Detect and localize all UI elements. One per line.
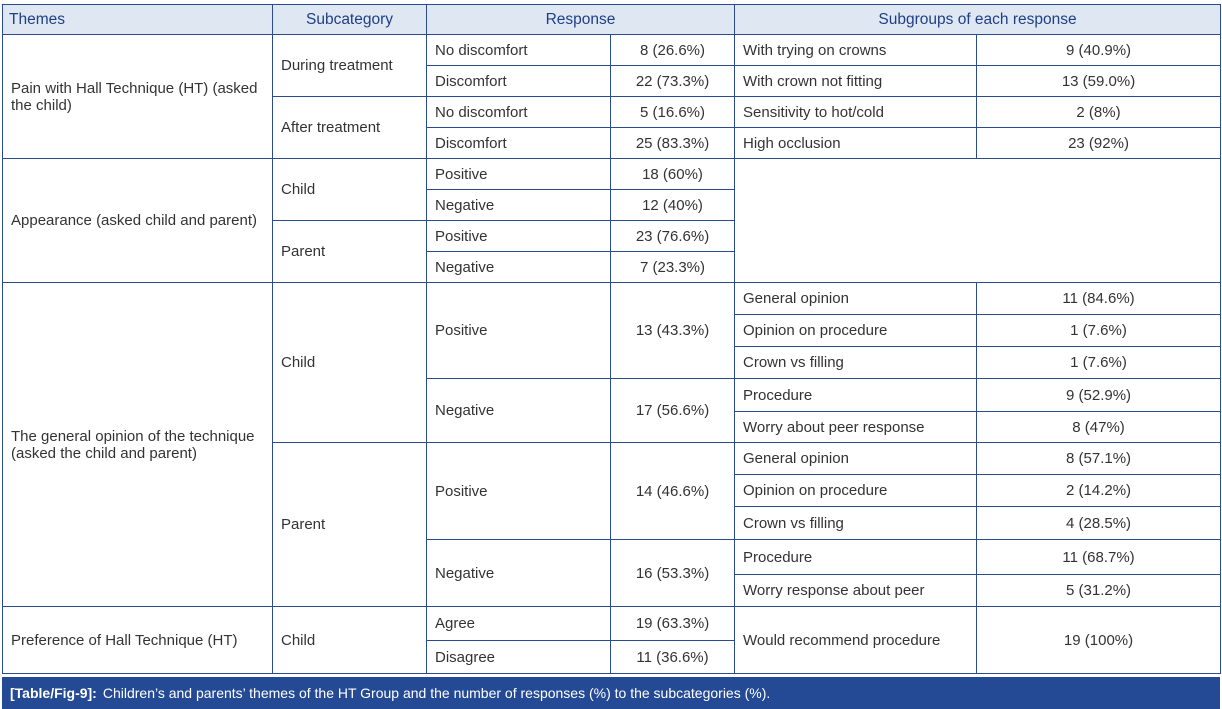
response-label: Disagree [427, 641, 611, 674]
response-value: 18 (60%) [611, 159, 735, 190]
response-label: Positive [427, 159, 611, 190]
response-label: Positive [427, 443, 611, 540]
subcat-after-treatment: After treatment [273, 97, 427, 159]
subgroup-label: General opinion [735, 443, 977, 475]
response-value: 13 (43.3%) [611, 283, 735, 379]
response-label: No discomfort [427, 97, 611, 128]
response-value: 23 (76.6%) [611, 221, 735, 252]
response-value: 7 (23.3%) [611, 252, 735, 283]
header-subgroups: Subgroups of each response [735, 5, 1221, 35]
response-label: Negative [427, 540, 611, 607]
table-row [3, 35, 1221, 66]
subgroup-value: 1 (7.6%) [977, 315, 1221, 347]
subgroup-value: 2 (8%) [977, 97, 1221, 128]
response-value: 8 (26.6%) [611, 35, 735, 66]
response-label: Agree [427, 607, 611, 641]
response-label: Discomfort [427, 66, 611, 97]
subgroup-value: 2 (14.2%) [977, 475, 1221, 507]
subgroup-label: With crown not fitting [735, 66, 977, 97]
subgroup-value: 1 (7.6%) [977, 347, 1221, 379]
header-response: Response [427, 5, 735, 35]
response-label: Negative [427, 252, 611, 283]
header-subcategory: Subcategory [273, 5, 427, 35]
theme-preference: Preference of Hall Technique (HT) [3, 607, 273, 674]
table-row [3, 159, 1221, 190]
subgroup-label: Sensitivity to hot/cold [735, 97, 977, 128]
subgroup-value: 11 (84.6%) [977, 283, 1221, 315]
response-value: 16 (53.3%) [611, 540, 735, 607]
subgroup-value: 5 (31.2%) [977, 575, 1221, 607]
subgroup-value: 19 (100%) [977, 607, 1221, 674]
header-row [3, 5, 1221, 35]
subgroup-label: Worry response about peer [735, 575, 977, 607]
subgroup-label: Crown vs filling [735, 347, 977, 379]
subgroup-value: 13 (59.0%) [977, 66, 1221, 97]
response-value: 14 (46.6%) [611, 443, 735, 540]
subgroup-label: Opinion on procedure [735, 475, 977, 507]
caption-tag: [Table/Fig-9]: [10, 685, 97, 701]
table-caption [2, 677, 1220, 709]
subgroup-label: Crown vs filling [735, 507, 977, 540]
subcat-parent: Parent [273, 221, 427, 283]
table-row [3, 607, 1221, 641]
subcat-child: Child [273, 283, 427, 443]
table-row [3, 283, 1221, 315]
subcat-parent: Parent [273, 443, 427, 607]
subgroup-label: Worry about peer response [735, 412, 977, 443]
subgroup-label: Procedure [735, 540, 977, 575]
response-label: Positive [427, 283, 611, 379]
subgroup-value: 9 (40.9%) [977, 35, 1221, 66]
subgroup-label: General opinion [735, 283, 977, 315]
empty-subgroup-cell [735, 159, 1221, 283]
response-value: 12 (40%) [611, 190, 735, 221]
response-label: No discomfort [427, 35, 611, 66]
response-label: Positive [427, 221, 611, 252]
subgroup-value: 4 (28.5%) [977, 507, 1221, 540]
response-label: Negative [427, 190, 611, 221]
response-value: 22 (73.3%) [611, 66, 735, 97]
theme-appearance: Appearance (asked child and parent) [3, 159, 273, 283]
subgroup-label: Would recommend procedure [735, 607, 977, 674]
subcat-during-treatment: During treatment [273, 35, 427, 97]
theme-general-opinion: The general opinion of the technique (asked the child and parent) [3, 283, 273, 607]
subgroup-value: 11 (68.7%) [977, 540, 1221, 575]
subcat-child: Child [273, 607, 427, 674]
subgroup-label: Procedure [735, 379, 977, 412]
response-value: 19 (63.3%) [611, 607, 735, 641]
subgroup-value: 8 (57.1%) [977, 443, 1221, 475]
response-value: 5 (16.6%) [611, 97, 735, 128]
subgroup-value: 23 (92%) [977, 128, 1221, 159]
header-themes: Themes [3, 5, 273, 35]
subgroup-label: With trying on crowns [735, 35, 977, 66]
response-label: Discomfort [427, 128, 611, 159]
response-value: 11 (36.6%) [611, 641, 735, 674]
response-value: 25 (83.3%) [611, 128, 735, 159]
subgroup-value: 8 (47%) [977, 412, 1221, 443]
themes-table [2, 4, 1221, 674]
subcat-child: Child [273, 159, 427, 221]
subgroup-label: High occlusion [735, 128, 977, 159]
subgroup-value: 9 (52.9%) [977, 379, 1221, 412]
caption-text: Children’s and parents’ themes of the HT Group and the number of responses (%) to the subcategories (%). [102, 685, 771, 701]
response-value: 17 (56.6%) [611, 379, 735, 443]
theme-pain: Pain with Hall Technique (HT) (asked the child) [3, 35, 273, 159]
subgroup-label: Opinion on procedure [735, 315, 977, 347]
response-label: Negative [427, 379, 611, 443]
